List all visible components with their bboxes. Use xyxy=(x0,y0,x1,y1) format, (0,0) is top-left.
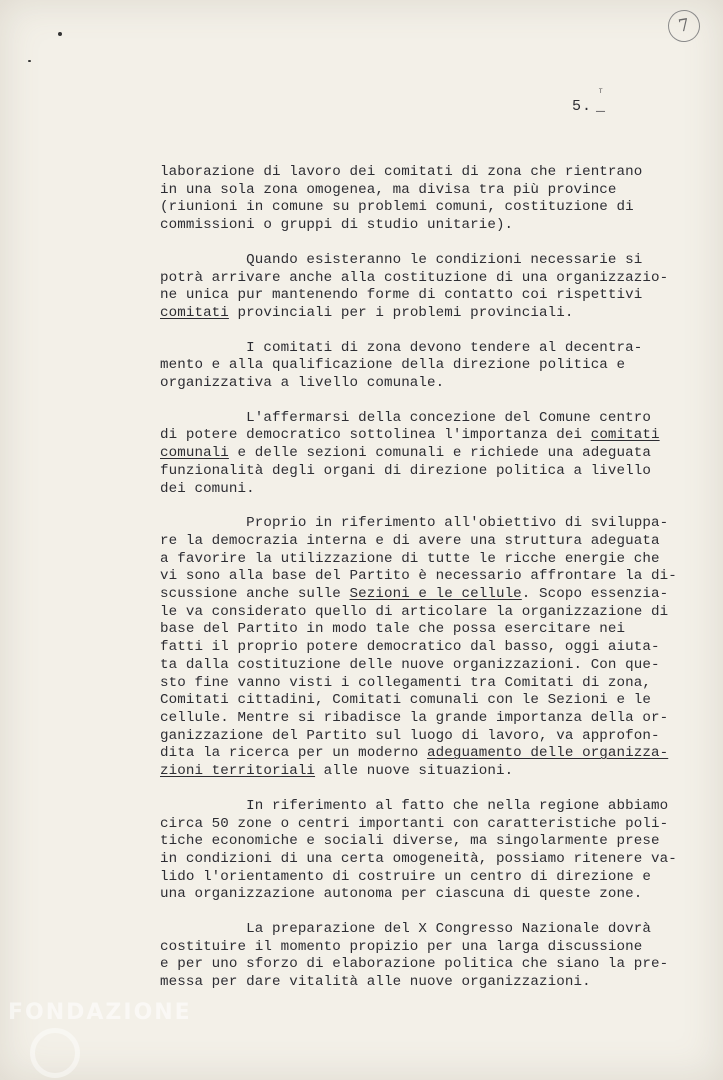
paragraph xyxy=(160,164,680,235)
paragraph xyxy=(160,515,680,781)
watermark-text: FONDAZIONE xyxy=(8,1000,192,1025)
text-line: a favorire la utilizzazione di tutte le ricche energie che xyxy=(160,550,660,567)
tick-mark: ᵀ xyxy=(598,88,604,98)
text-line: funzionalità degli organi di direzione politica a livello xyxy=(160,462,651,479)
text-line: (riunioni in comune su problemi comuni, costituzione di xyxy=(160,199,634,216)
text-line: ta dalla costituzione delle nuove organizzazioni. Con que- xyxy=(160,656,660,673)
text-line: comitati provinciali per i problemi provinciali. xyxy=(160,304,574,321)
text-line: mento e alla qualificazione della direzione politica e xyxy=(160,357,626,374)
text-line: Proprio in riferimento all'obiettivo di sviluppa- xyxy=(160,515,669,532)
text-line: sto fine vanno visti i collegamenti tra Comitati di zona, xyxy=(160,674,651,691)
paragraph xyxy=(160,798,680,904)
text-line: scussione anche sulle Sezioni e le cellule. Scopo essenzia- xyxy=(160,586,669,603)
text-line: le va considerato quello di articolare la organizzazione di xyxy=(160,603,669,620)
text-line: cellule. Mentre si ribadisce la grande importanza della or- xyxy=(160,709,669,726)
text-line: La preparazione del X Congresso Nazionale dovrà xyxy=(160,921,651,938)
text-line: in una sola zona omogenea, ma divisa tra più province xyxy=(160,181,617,198)
archive-stamp-number: 7 xyxy=(676,15,692,37)
paragraph xyxy=(160,252,680,323)
text-line: messa per dare vitalità alle nuove organizzazioni. xyxy=(160,974,591,991)
underlined-phrase: Sezioni e le cellule xyxy=(349,586,522,603)
text-line: e per uno sforzo di elaborazione politica che siano la pre- xyxy=(160,956,669,973)
archive-watermark xyxy=(8,1000,192,1070)
ink-speck xyxy=(28,60,31,62)
text-line: L'affermarsi della concezione del Comune centro xyxy=(160,409,651,426)
text-line: potrà arrivare anche alla costituzione di una organizzazio- xyxy=(160,269,669,286)
underlined-phrase: comitati xyxy=(590,427,660,444)
typewritten-body xyxy=(160,164,680,1009)
text-line: comunali e delle sezioni comunali e richiede una adeguata xyxy=(160,445,652,462)
text-line: circa 50 zone o centri importanti con caratteristiche poli- xyxy=(160,815,669,832)
text-line: tiche economiche e sociali diverse, ma singolarmente prese xyxy=(160,833,660,850)
text-line: In riferimento al fatto che nella regione abbiamo xyxy=(160,797,669,814)
archive-stamp-seal xyxy=(665,7,702,44)
text-line: base del Partito in modo tale che possa esercitare nei xyxy=(160,621,626,638)
text-line: in condizioni di una certa omogeneità, possiamo ritenere va- xyxy=(160,850,677,867)
text-line: di potere democratico sottolinea l'importanza dei comitati xyxy=(160,427,660,444)
text-line: zioni territoriali alle nuove situazioni. xyxy=(160,763,514,780)
text-line: ganizzazione del Partito sul luogo di lavoro, va approfon- xyxy=(160,727,660,744)
text-line: lido l'orientamento di costruire un centro di direzione e xyxy=(160,868,651,885)
text-line: I comitati di zona devono tendere al decentra- xyxy=(160,339,643,356)
text-line: Comitati cittadini, Comitati comunali con le Sezioni e le xyxy=(160,692,651,709)
paragraph xyxy=(160,340,680,393)
text-line: costituire il momento propizio per una larga discussione xyxy=(160,938,643,955)
ink-speck xyxy=(58,32,62,36)
underlined-phrase: zioni territoriali xyxy=(160,763,316,780)
text-line: re la democrazia interna e di avere una struttura adeguata xyxy=(160,532,660,549)
text-line: Quando esisteranno le condizioni necessarie si xyxy=(160,251,643,268)
paragraph xyxy=(160,410,680,499)
page-number-dash: _ xyxy=(596,98,607,115)
text-line: commissioni o gruppi di studio unitarie). xyxy=(160,217,514,234)
text-line: una organizzazione autonoma per ciascuna di queste zone. xyxy=(160,886,643,903)
text-line: organizzativa a livello comunale. xyxy=(160,375,445,392)
page-number-text: 5. xyxy=(572,98,593,115)
text-line: dei comuni. xyxy=(160,480,255,497)
text-line: laborazione di lavoro dei comitati di zona che rientrano xyxy=(160,164,643,180)
underlined-phrase: adeguamento delle organizza- xyxy=(427,745,669,762)
underlined-phrase: comunali xyxy=(160,445,229,462)
text-line: fatti il proprio potere democratico dal basso, oggi aiuta- xyxy=(160,639,660,656)
paragraph xyxy=(160,921,680,992)
text-line: ne unica pur mantenendo forme di contatto coi rispettivi xyxy=(160,287,643,304)
underlined-phrase: comitati xyxy=(160,304,229,321)
watermark-logo-icon xyxy=(30,1028,80,1078)
text-line: vi sono alla base del Partito è necessario affrontare la di- xyxy=(160,568,677,585)
page-number xyxy=(572,98,606,115)
text-line: dita la ricerca per un moderno adeguamento delle organizza- xyxy=(160,745,669,762)
